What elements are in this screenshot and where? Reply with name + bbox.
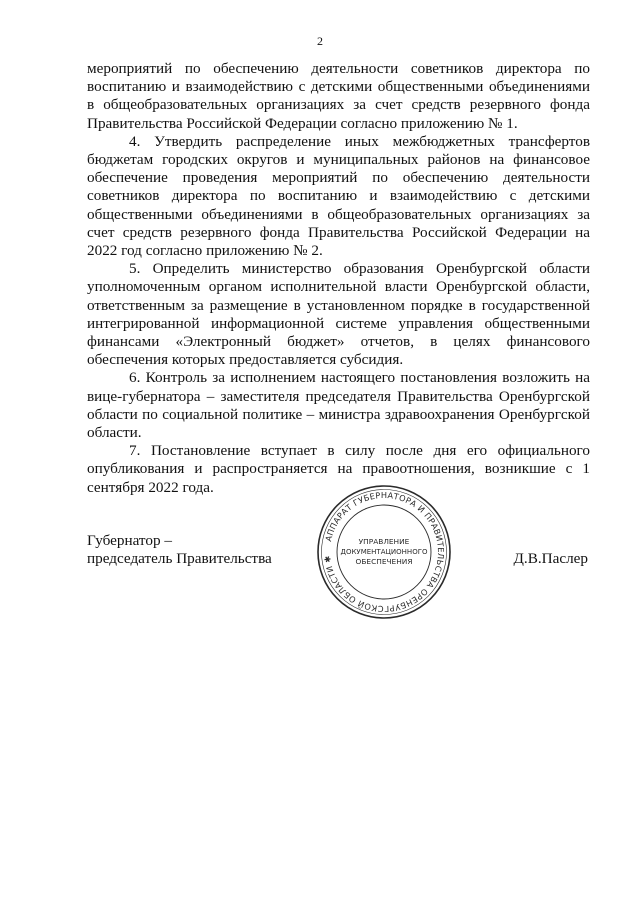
document-body <box>87 60 590 497</box>
seal-ring-textpath: АППАРАТ ГУБЕРНАТОРА И ПРАВИТЕЛЬСТВА ОРЕНБУРГСКОЙ ОБЛАСТИ ✱ <box>322 489 447 615</box>
paragraph-item-7: 7. Постановление вступает в силу после дня его официального опубликования и распространяется на правоотношения, возникшие с 1 сентября 2022 года. <box>87 442 590 496</box>
signatory-position-line-2: председатель Правительства <box>87 550 272 568</box>
seal-center-line-1: УПРАВЛЕНИЕ <box>358 537 410 546</box>
paragraph-item-5: 5. Определить министерство образования Оренбургской области уполномоченным органом исполнительной власти Оренбургской области, ответственным за размещение в установленном порядке в государственной интегрированной информационной системе управления общественными финансами «Электронный бюджет» отчетов, в целях финансового обеспечения которых предоставляется субсидия. <box>87 260 590 369</box>
signatory-name: Д.В.Паслер <box>513 550 588 567</box>
signatory-position-line-1: Губернатор – <box>87 532 172 549</box>
signatory-position <box>87 532 272 568</box>
seal-center-line-2: ДОКУМЕНТАЦИОННОГО <box>340 548 428 556</box>
paragraph-item-4: 4. Утвердить распределение иных межбюджетных трансфертов бюджетам городских округов и муниципальных районов на финансовое обеспечение проведения мероприятий по обеспечению деятельности советников директора по воспитанию и взаимодействию с детскими общественными объединениями в общеобразовательных организациях за счет средств резервного фонда Правительства Российской Федерации на 2022 год согласно приложению № 2. <box>87 132 590 260</box>
page-number: 2 <box>317 34 323 48</box>
paragraph-continuation: мероприятий по обеспечению деятельности советников директора по воспитанию и взаимодействию с детскими общественными объединениями в общеобразовательных организациях за счет средств резервного фонда Правительства Российской Федерации согласно приложению № 1. <box>87 60 590 132</box>
paragraph-item-6: 6. Контроль за исполнением настоящего постановления возложить на вице-губернатора – заместителя председателя Правительства Оренбургской области по социальной политике – министра здравоохранения Оренбургской области. <box>87 369 590 442</box>
official-seal <box>314 482 454 622</box>
seal-center-line-3: ОБЕСПЕЧЕНИЯ <box>355 557 413 566</box>
